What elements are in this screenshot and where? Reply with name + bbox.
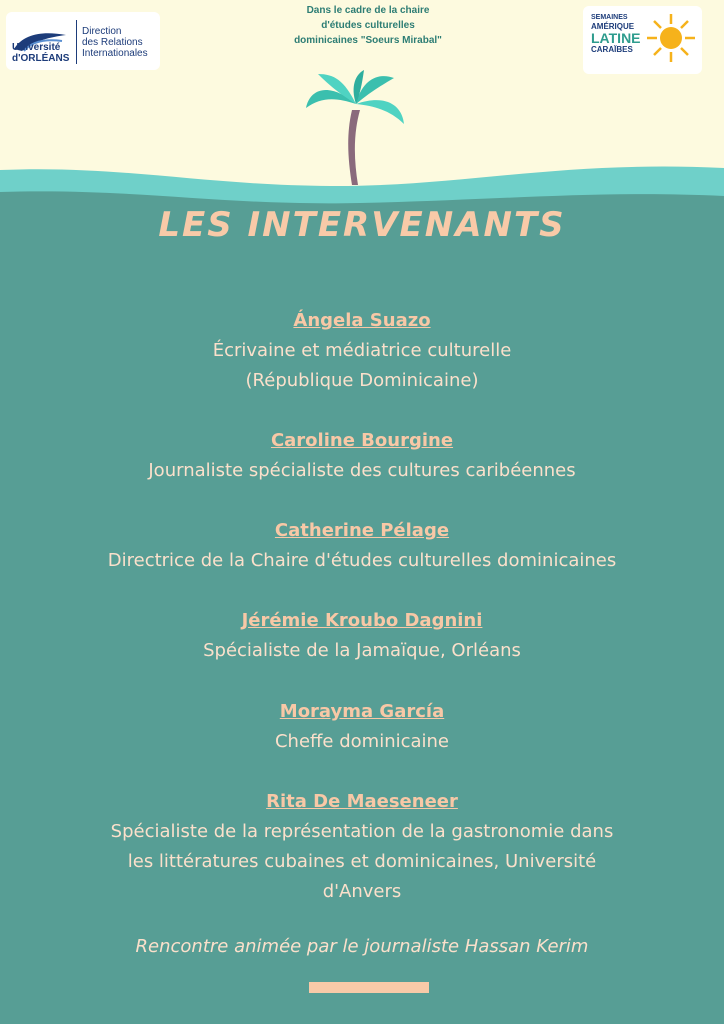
header-note: Dans le cadre de la chaire d'études culturelles dominicaines "Soeurs Mirabal" (294, 5, 442, 46)
speaker-role: Écrivaine et médiatrice culturelle (212, 340, 512, 361)
direction-relations-text: Direction des Relations Internationales (82, 26, 148, 59)
speaker-name: Ángela Suazo (293, 310, 431, 331)
speaker-item (0, 697, 724, 757)
speaker-name: Jérémie Kroubo Dagnini (241, 610, 483, 631)
moderator-note: Rencontre animée par le journaliste Hassan Kerim (135, 936, 589, 957)
speaker-name: Morayma García (279, 701, 445, 722)
semaines-amerique-latine-logo (583, 6, 702, 74)
speaker-item (0, 787, 724, 907)
speaker-name: Rita De Maeseneer (266, 791, 458, 812)
sun-icon (645, 12, 697, 64)
university-name: Université d'ORLÉANS (12, 42, 70, 64)
universite-orleans-logo (6, 12, 160, 70)
speaker-role: Journaliste spécialiste des cultures caribéennes (148, 460, 576, 481)
speaker-role: les littératures cubaines et dominicaines, Université (127, 851, 597, 872)
speaker-role: d'Anvers (322, 881, 402, 902)
speaker-role: Spécialiste de la représentation de la gastronomie dans (110, 821, 614, 842)
page-title: LES INTERVENANTS (158, 205, 566, 245)
speaker-item (0, 306, 724, 396)
speaker-name: Caroline Bourgine (270, 430, 454, 451)
speaker-item (0, 516, 724, 576)
speaker-role: Spécialiste de la Jamaïque, Orléans (203, 640, 521, 661)
speaker-role: Directrice de la Chaire d'études culturelles dominicaines (107, 550, 617, 571)
festival-name: SEMAINES AMÉRIQUE LATINE CARAÏBES (591, 14, 641, 54)
speaker-name: Catherine Pélage (274, 520, 450, 541)
speaker-item (0, 426, 724, 486)
speaker-role: Cheffe dominicaine (274, 731, 450, 752)
speaker-item (0, 606, 724, 666)
speaker-role: (République Dominicaine) (245, 370, 479, 391)
logo-divider (76, 20, 77, 64)
decorative-bar (309, 982, 429, 993)
